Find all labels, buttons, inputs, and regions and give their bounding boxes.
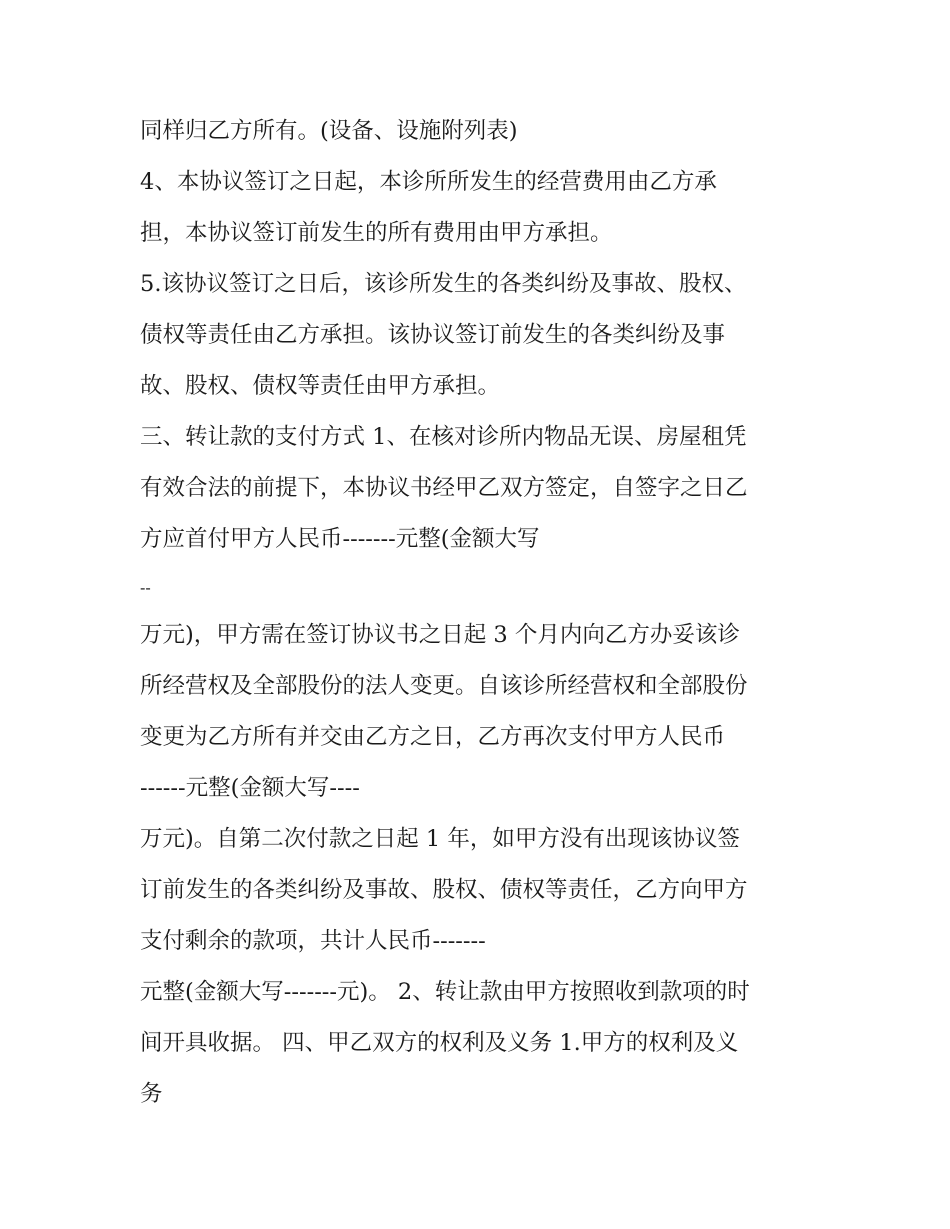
text-line: 担，本协议签订前发生的所有费用由甲方承担。 [140, 220, 613, 246]
text-line: 支付剩余的款项，共计人民币------- [140, 928, 486, 954]
text-line: 万元)。自第二次付款之日起 1 年，如甲方没有出现该协议签 [140, 826, 740, 852]
text-line: 务 [140, 1081, 163, 1107]
text-line: 同样归乙方所有。(设备、设施附列表) [140, 118, 518, 144]
text-line: 订前发生的各类纠纷及事故、股权、债权等责任，乙方向甲方 [140, 877, 748, 903]
text-line: 4、本协议签订之日起，本诊所所发生的经营费用由乙方承 [140, 169, 717, 195]
text-line: -- [140, 578, 151, 597]
text-line: 三、转让款的支付方式 1、在核对诊所内物品无误、房屋租凭 [140, 424, 747, 450]
text-line: 债权等责任由乙方承担。该协议签订前发生的各类纠纷及事 [140, 322, 726, 348]
document-body [140, 106, 840, 1120]
text-line: 有效合法的前提下，本协议书经甲乙双方签定，自签字之日乙 [140, 475, 748, 501]
text-line: ------元整(金额大写---- [140, 775, 360, 801]
text-line: 方应首付甲方人民币-------元整(金额大写 [140, 526, 540, 552]
text-line: 故、股权、债权等责任由甲方承担。 [140, 373, 501, 399]
text-line: 5.该协议签订之日后，该诊所发生的各类纠纷及事故、股权、 [140, 271, 747, 297]
text-line: 间开具收据。 四、甲乙双方的权利及义务 1.甲方的权利及义 [140, 1030, 739, 1056]
text-line: 万元)，甲方需在签订协议书之日起 3 个月内向乙方办妥该诊 [140, 622, 740, 648]
text-line: 元整(金额大写-------元)。 2、转让款由甲方按照收到款项的时 [140, 979, 750, 1005]
text-line: 所经营权及全部股份的法人变更。自该诊所经营权和全部股份 [140, 673, 748, 699]
text-line: 变更为乙方所有并交由乙方之日，乙方再次支付甲方人民币 [140, 724, 726, 750]
